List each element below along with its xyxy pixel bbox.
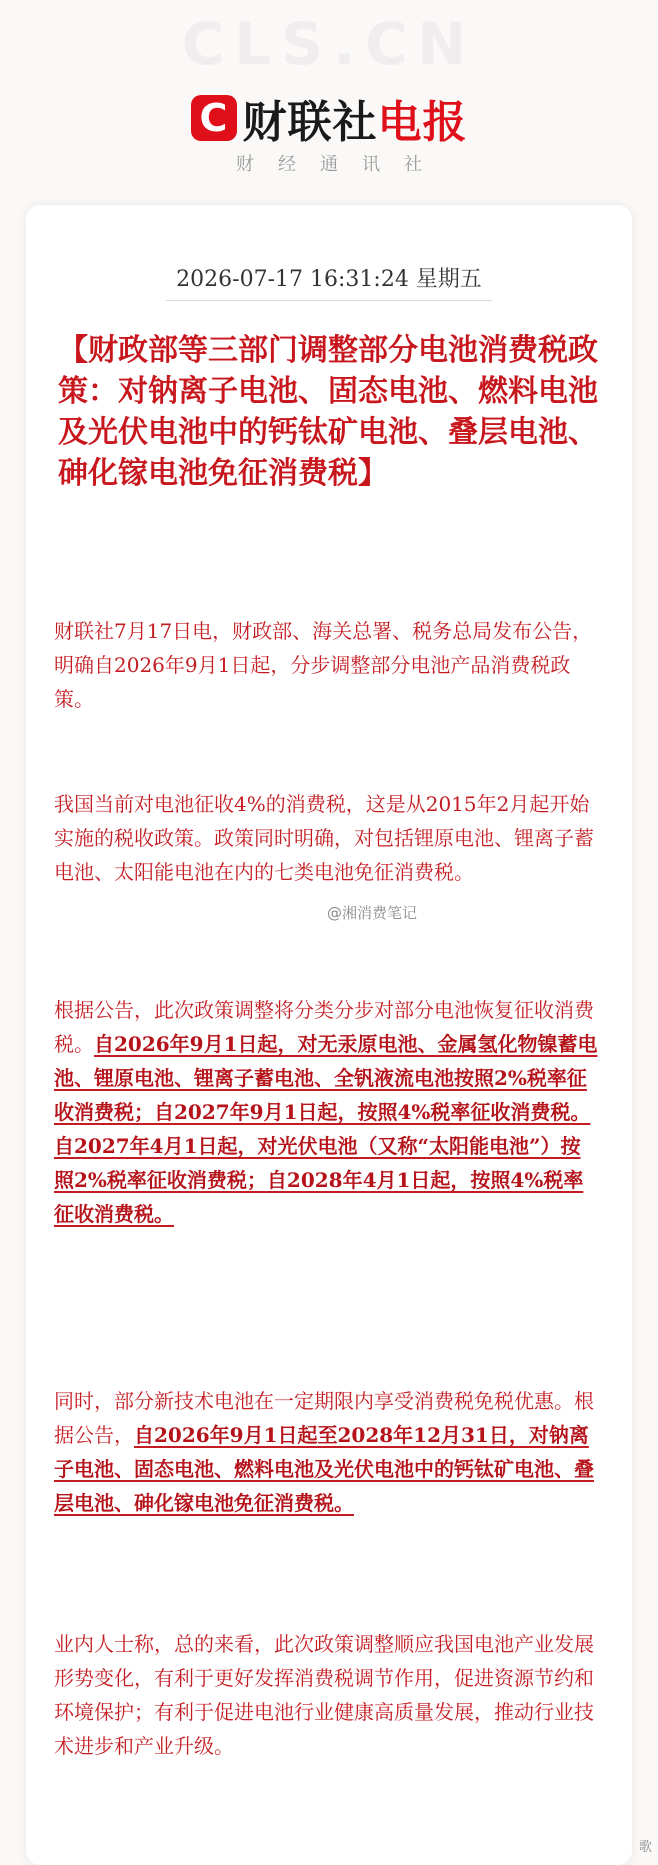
datetime-divider bbox=[166, 300, 492, 301]
paragraph-2: 我国当前对电池征收4%的消费税，这是从2015年2月起开始实施的税收政策。政策同时明确，对包括锂原电池、锂离子蓄电池、太阳能电池在内的七类电池免征消费税。 bbox=[54, 792, 594, 884]
paragraph-3 bbox=[54, 993, 600, 1231]
user-watermark: @湘消费笔记 bbox=[327, 904, 418, 922]
brand-name-part1: 财联社 bbox=[242, 97, 378, 148]
brand-logo bbox=[0, 86, 658, 150]
paragraph-4 bbox=[54, 1384, 600, 1520]
article-headline: 【财政部等三部门调整部分电池消费税政策：对钠离子电池、固态电池、燃料电池及光伏电池中的钙钛矿电池、叠层电池、砷化镓电池免征消费税】 bbox=[58, 333, 598, 491]
cls-logo-icon: C bbox=[191, 95, 237, 141]
paragraph-4-plain: 同时，部分新技术电池在一定期限内享受消费税免税优惠。根据公告， bbox=[54, 1389, 594, 1447]
paragraph-1: 财联社7月17日电，财政部、海关总署、税务总局发布公告，明确自2026年9月1日起，分步调整部分电池产品消费税政策。 bbox=[54, 619, 593, 711]
article-datetime: 2026-07-17 16:31:24 星期五 bbox=[176, 267, 482, 292]
corner-watermark: 歌 bbox=[638, 1840, 652, 1855]
brand-name bbox=[243, 86, 468, 150]
brand-subtitle: 财经通讯社 bbox=[236, 154, 446, 175]
paragraph-5: 业内人士称，总的来看，此次政策调整顺应我国电池产业发展形势变化，有利于更好发挥消费税调节作用，促进资源节约和环境保护；有利于促进电池行业健康高质量发展，推动行业技术进步和产业升级。 bbox=[54, 1632, 594, 1758]
paragraph-4-highlight: 自2026年9月1日起至2028年12月31日，对钠离子电池、固态电池、燃料电池及光伏电池中的钙钛矿电池、叠层电池、砷化镓电池免征消费税。 bbox=[54, 1423, 594, 1515]
paragraph-3-highlight: 自2026年9月1日起，对无汞原电池、金属氢化物镍蓄电池、锂原电池、锂离子蓄电池、全钒液流电池按照2%税率征收消费税；自2027年9月1日起，按照4%税率征收消费税。自2027年4月1日起，对光伏电池（又称“太阳能电池”）按照2%税率征收消费税；自2028年4月1日起，按照4%税率征收消费税。 bbox=[54, 1032, 598, 1226]
cls-watermark: CLS.CN bbox=[181, 10, 477, 78]
paragraph-3-plain: 根据公告，此次政策调整将分类分步对部分电池恢复征收消费税。 bbox=[54, 998, 594, 1056]
brand-name-part2: 电报 bbox=[377, 97, 468, 148]
